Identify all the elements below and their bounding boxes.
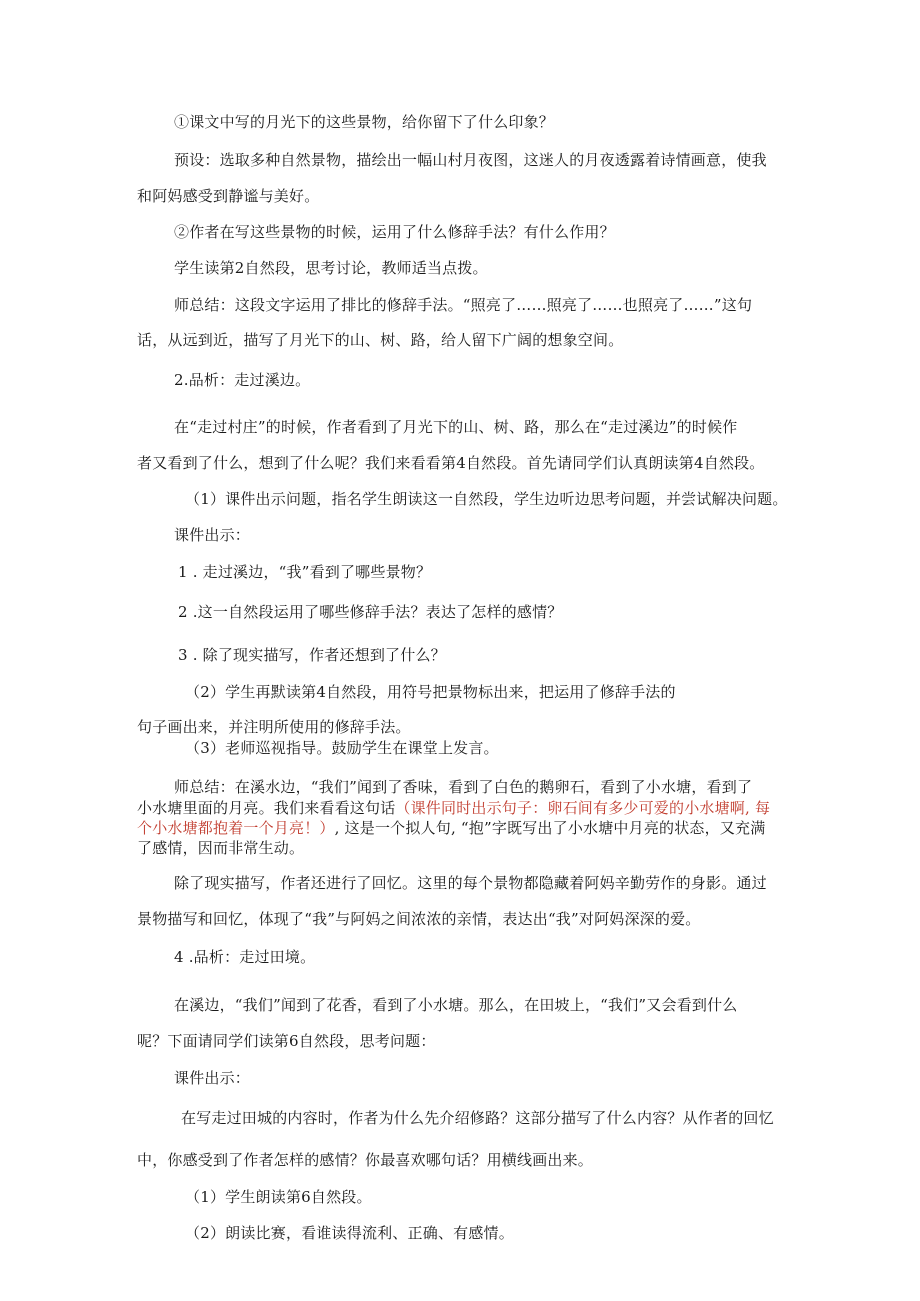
intro-paragraph: 在“走过村庄”的时候，作者看到了月光下的山、树、路，那么在“走过溪边”的时候作	[174, 418, 738, 436]
preset-answer: 预设：选取多种自然景物，描绘出一幅山村月夜图，这迷人的月夜透露着诗情画意，使我	[174, 151, 767, 169]
courseware-label-2: 课件出示：	[174, 1069, 251, 1087]
teacher-summary-1-cont: 话，从远到近，描写了月光下的山、树、路，给人留下广阔的想象空间。	[137, 331, 624, 349]
courseware-q2: 2 .这一自然段运用了哪些修辞手法？表达了怎样的感情？	[178, 603, 563, 621]
preset-answer-cont: 和阿妈感受到静谧与美好。	[137, 187, 320, 205]
step-3: （3）老师巡视指导。鼓励学生在课堂上发言。	[185, 739, 499, 757]
teacher-summary-2-line3	[137, 818, 765, 838]
field-intro-cont: 呢？下面请同学们读第6自然段，思考问题：	[137, 1032, 436, 1050]
memory-paragraph: 除了现实描写，作者还进行了回忆。这里的每个景物都隐藏着阿妈辛勤劳作的身影。通过	[174, 874, 767, 892]
step-2-cont: 句子画出来，并注明所使用的修辞手法。	[137, 718, 411, 736]
courseware-label-1: 课件出示：	[174, 526, 251, 544]
summary-text-cont: , 这是一个拟人句, “抱”字既写出了小水塘中月亮的状态，又充满	[334, 819, 766, 837]
intro-paragraph-cont: 者又看到了什么，想到了什么呢？我们来看看第4自然段。首先请同学们认真朗读第4自然段。	[137, 454, 765, 472]
field-question: 在写走过田城的内容时，作者为什么先介绍修路？这部分描写了什么内容？从作者的回忆	[181, 1109, 774, 1127]
teacher-summary-2-line4: 了感情，因而非常生动。	[137, 839, 305, 857]
teacher-summary-2: 师总结：在溪水边，“我们”闻到了香味，看到了白色的鹅卵石，看到了小水塘，看到了	[174, 778, 753, 796]
section-heading-2: 2.品析：走过溪边。	[174, 371, 311, 389]
question-2: ②作者在写这些景物的时候，运用了什么修辞手法？有什么作用？	[174, 223, 615, 241]
question-1: ①课文中写的月光下的这些景物，给你留下了什么印象？	[174, 113, 555, 131]
summary-text: 小水塘里面的月亮。我们来看看这句话	[137, 799, 396, 817]
memory-paragraph-cont: 景物描写和回忆，体现了“我”与阿妈之间浓浓的亲情，表达出“我”对阿妈深深的爱。	[137, 910, 701, 928]
field-intro: 在溪边，“我们”闻到了花香，看到了小水塘。那么，在田坡上，“我们”又会看到什么	[174, 996, 738, 1014]
field-step-1: （1）学生朗读第6自然段。	[185, 1188, 372, 1206]
field-question-cont: 中，你感受到了作者怎样的感情？你最喜欢哪句话？用横线画出来。	[137, 1151, 594, 1169]
courseware-quote-cont: 个小水塘都抱着一个月亮！）	[137, 819, 335, 837]
field-step-2: （2）朗读比赛，看谁读得流利、正确、有感情。	[185, 1224, 514, 1242]
step-1: （1）课件出示问题，指名学生朗读这一自然段，学生边听边思考问题，并尝试解决问题。	[185, 490, 788, 508]
section-heading-4: 4 .品析：走过田境。	[174, 948, 316, 966]
courseware-quote: （课件同时出示句子：卵石间有多少可爱的小水塘啊, 每	[395, 799, 771, 817]
teacher-summary-1: 师总结：这段文字运用了排比的修辞手法。“照亮了……照亮了……也照亮了……”这句	[174, 296, 753, 314]
courseware-q1: 1 . 走过溪边，“我”看到了哪些景物？	[178, 563, 432, 581]
teacher-summary-2-line2	[137, 798, 770, 818]
courseware-q3: 3 . 除了现实描写，作者还想到了什么？	[178, 646, 446, 664]
step-2: （2）学生再默读第4自然段，用符号把景物标出来，把运用了修辞手法的	[185, 683, 676, 701]
student-reading: 学生读第2自然段，思考讨论，教师适当点拨。	[174, 259, 488, 277]
